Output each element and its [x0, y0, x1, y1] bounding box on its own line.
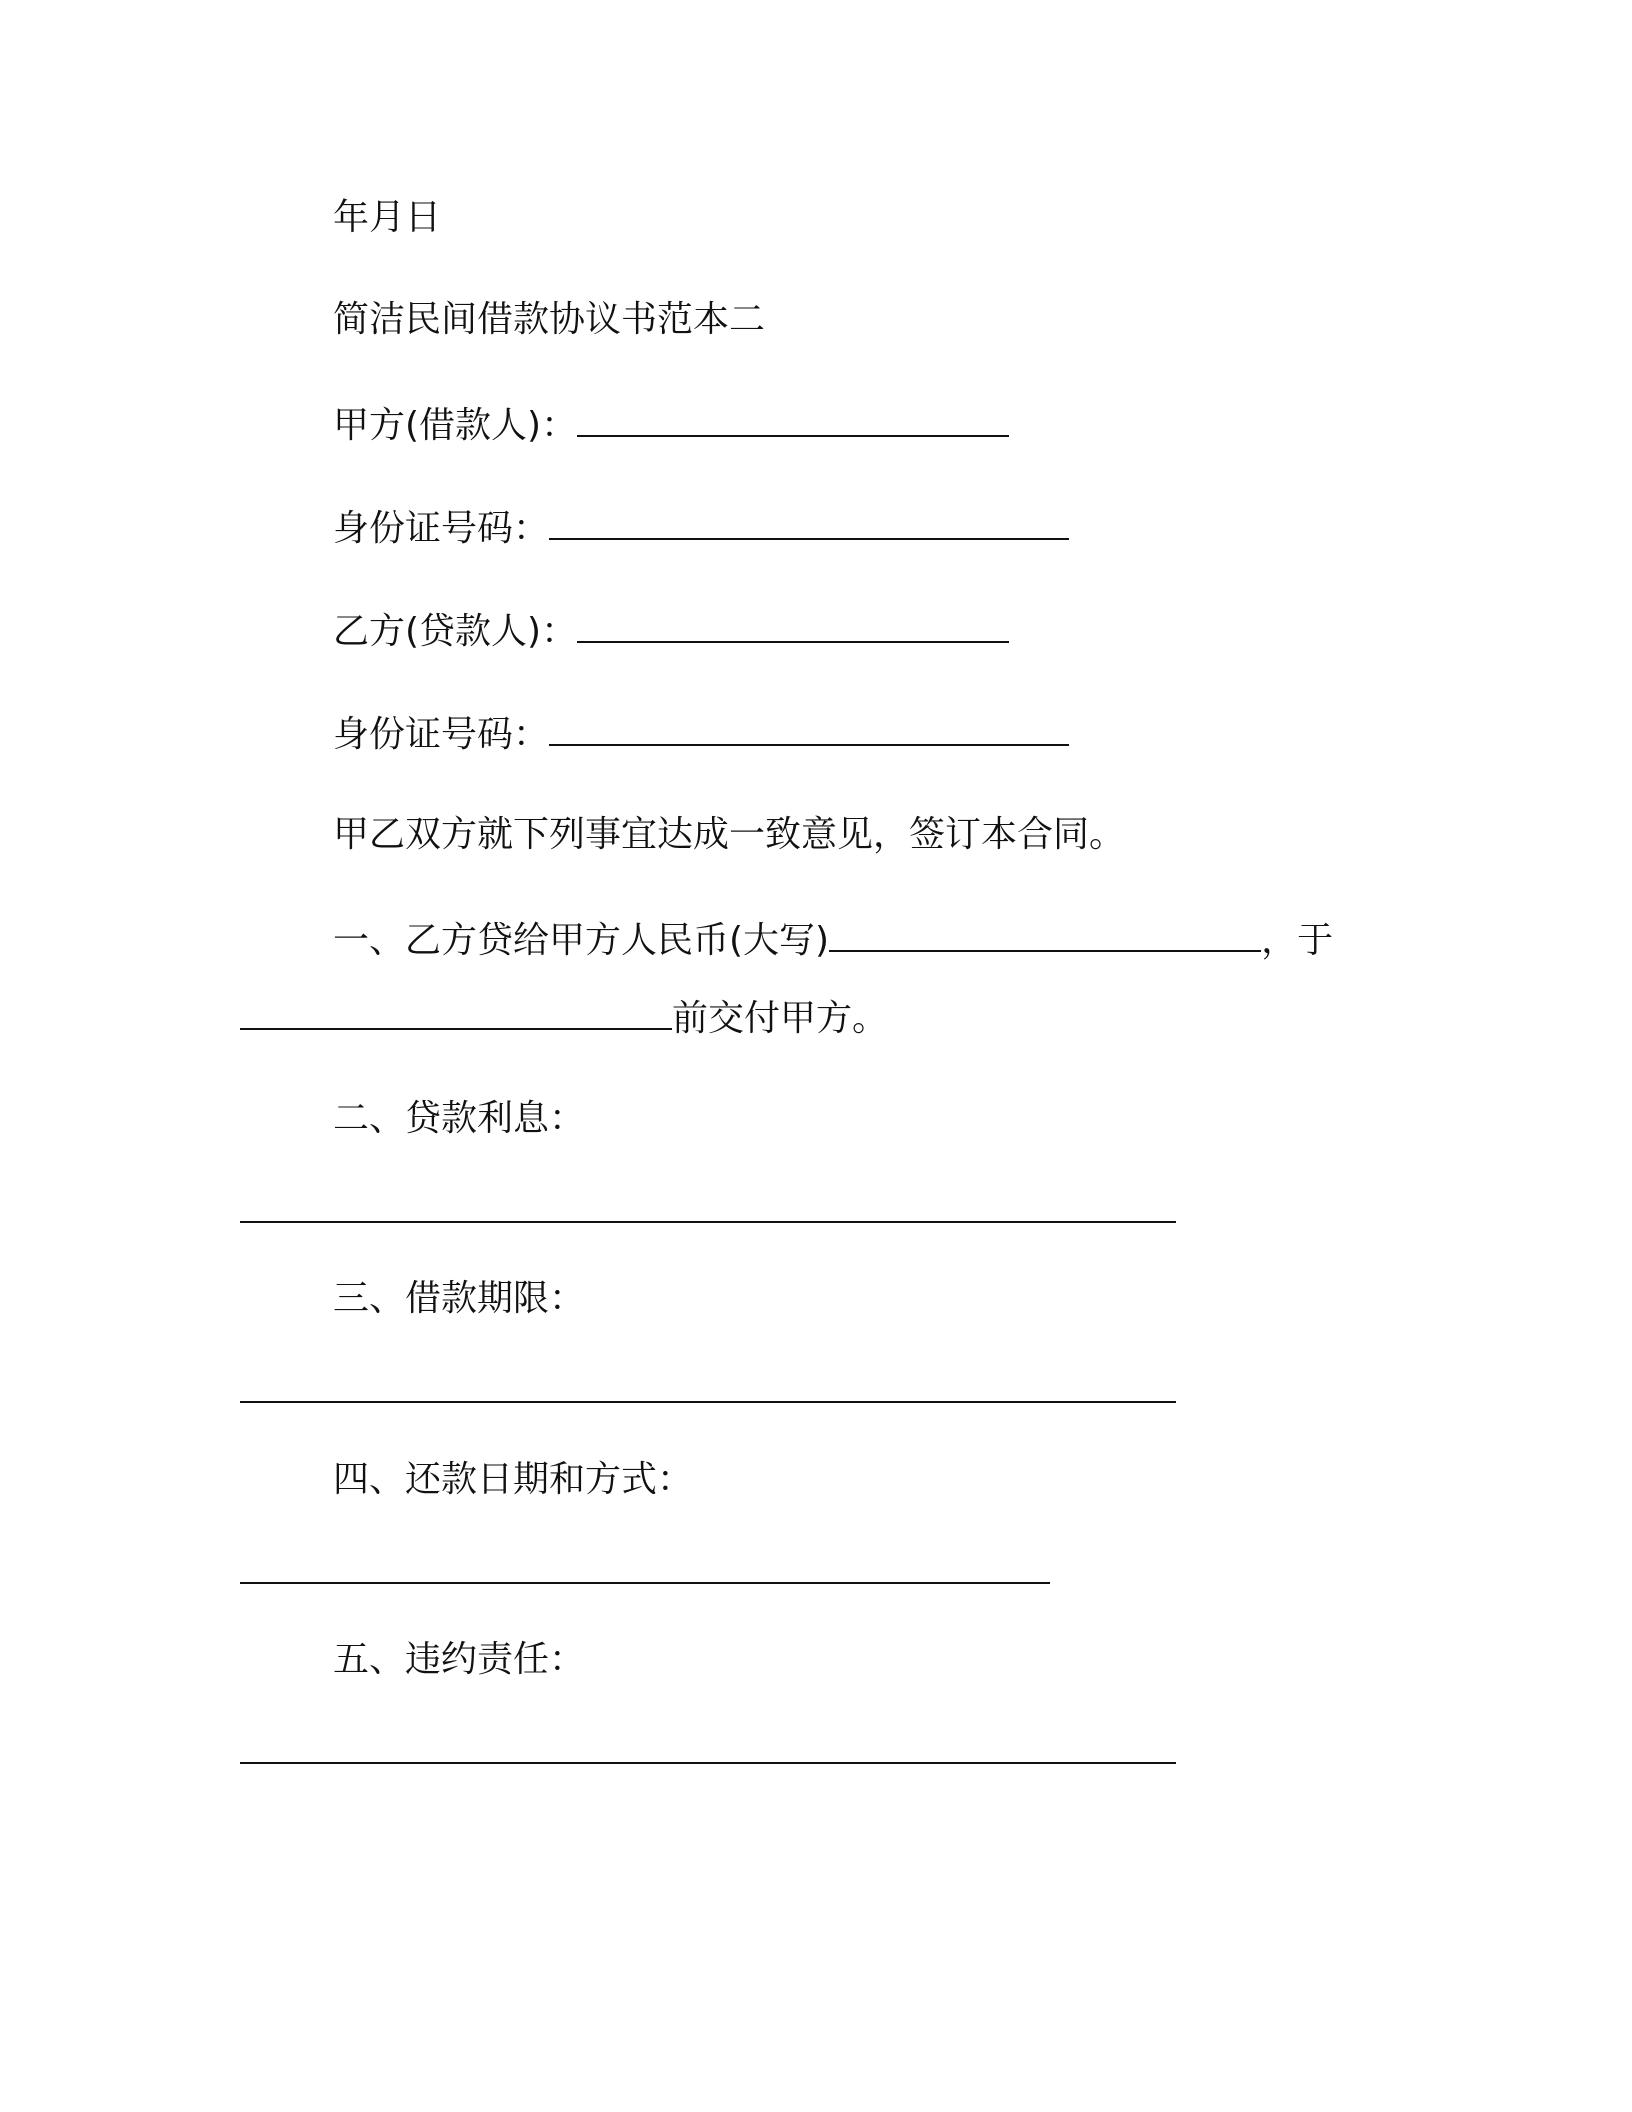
party-b-id-blank[interactable]: [549, 710, 1069, 746]
party-b-name-blank[interactable]: [577, 607, 1009, 643]
repayment-blank[interactable]: [240, 1548, 1050, 1584]
party-b-row: [333, 607, 1009, 654]
date-line: [333, 196, 441, 240]
party-a-id-label: 身份证号码：: [333, 508, 550, 549]
clause-1-line-2: [240, 994, 888, 1041]
clause-5-blank-row: [240, 1728, 1176, 1775]
clause-2-heading-text: 二、贷款利息：: [333, 1098, 586, 1139]
clause-2-heading: [333, 1097, 585, 1141]
party-a-label: 甲方(借款人)：: [333, 405, 578, 446]
clause-5-heading: [333, 1638, 585, 1682]
clause-1-line-1: [333, 916, 1333, 963]
clause-4-blank-row: [240, 1548, 1050, 1595]
liability-blank[interactable]: [240, 1728, 1176, 1764]
delivery-date-blank[interactable]: [240, 994, 672, 1030]
clause-4-heading: [333, 1458, 693, 1502]
clause-3-heading-text: 三、借款期限：: [333, 1278, 586, 1319]
loan-term-blank[interactable]: [240, 1367, 1176, 1403]
date-text: 年月日: [333, 197, 442, 238]
clause-4-heading-text: 四、还款日期和方式：: [333, 1459, 694, 1500]
loan-amount-blank[interactable]: [829, 916, 1261, 952]
clause-5-heading-text: 五、违约责任：: [333, 1639, 586, 1680]
party-a-row: [333, 401, 1009, 448]
party-b-label: 乙方(贷款人)：: [333, 611, 578, 652]
clause-1-mid: ，于: [1261, 920, 1334, 961]
document-title: [333, 298, 765, 342]
party-b-id-label: 身份证号码：: [333, 714, 550, 755]
party-a-id-row: [333, 504, 1069, 551]
interest-blank[interactable]: [240, 1187, 1176, 1223]
title-text: 简洁民间借款协议书范本二: [333, 299, 766, 340]
agreement-intro: [333, 813, 1125, 857]
party-a-name-blank[interactable]: [577, 401, 1009, 437]
clause-3-blank-row: [240, 1367, 1176, 1414]
party-a-id-blank[interactable]: [549, 504, 1069, 540]
clause-1-suffix: 前交付甲方。: [672, 998, 889, 1039]
clause-1-prefix: 一、乙方贷给甲方人民币(大写): [333, 920, 830, 961]
agreement-intro-text: 甲乙双方就下列事宜达成一致意见，签订本合同。: [333, 814, 1126, 855]
clause-3-heading: [333, 1277, 585, 1321]
party-b-id-row: [333, 710, 1069, 757]
clause-2-blank-row: [240, 1187, 1176, 1234]
